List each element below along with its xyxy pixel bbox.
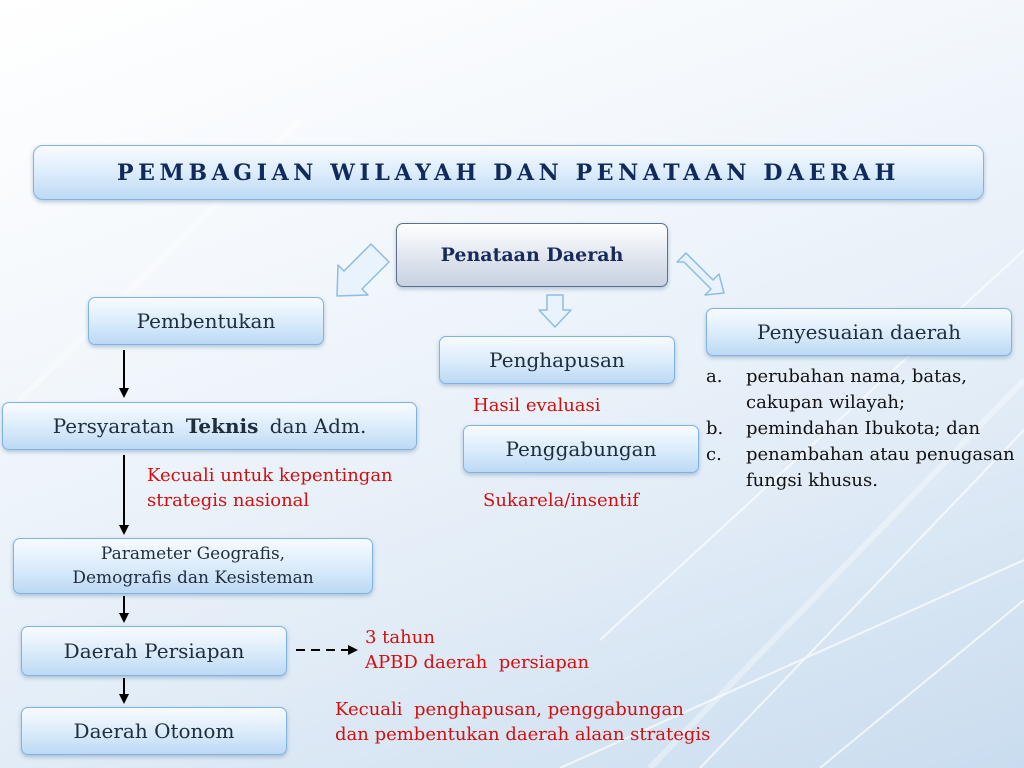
list-marker: a. [706,366,723,387]
kecuali-nasional-line1: Kecuali untuk kepentingan [147,465,393,486]
block-arrow-down [539,295,571,327]
daerah-otonom-box: Daerah Otonom [21,707,287,755]
tiga-tahun-line1: 3 tahun [365,627,435,648]
sukarela-note: Sukarela/insentif [483,490,639,511]
penyesuaian-daerah-box: Penyesuaian daerah [706,308,1012,356]
penataan-daerah-box: Penataan Daerah [396,223,668,287]
hasil-evaluasi-note: Hasil evaluasi [473,395,601,416]
parameter-line1: Parameter Geografis, [100,544,286,564]
list-text: pemindahan Ibukota; dan [746,418,981,439]
tiga-tahun-line2: APBD daerah persiapan [365,652,590,673]
list-marker: b. [706,418,724,439]
list-text: penambahan atau penugasan fungsi khusus. [746,444,1015,491]
kecuali-nasional-line2: strategis nasional [147,490,310,511]
block-arrow-left [337,244,389,296]
kecuali-penghapusan-line2: dan pembentukan daerah alaan strategis [335,724,711,745]
penggabungan-box: Penggabungan [463,425,699,473]
list-marker: c. [706,444,722,465]
persyaratan-text-before: Persyaratan [52,414,181,438]
persyaratan-text-bold: Teknis [185,414,259,438]
parameter-line2: Demografis dan Kesisteman [72,568,314,588]
pembentukan-box: Pembentukan [88,297,324,345]
list-text: perubahan nama, batas, cakupan wilayah; [746,366,968,413]
slide-title: PEMBAGIAN WILAYAH DAN PENATAAN DAERAH [33,145,984,200]
daerah-persiapan-box: Daerah Persiapan [21,626,287,676]
persyaratan-text-after: dan Adm. [263,414,367,438]
block-arrow-right [677,253,724,295]
kecuali-penghapusan-line1: Kecuali penghapusan, penggabungan [335,699,684,720]
penghapusan-box: Penghapusan [439,336,675,384]
